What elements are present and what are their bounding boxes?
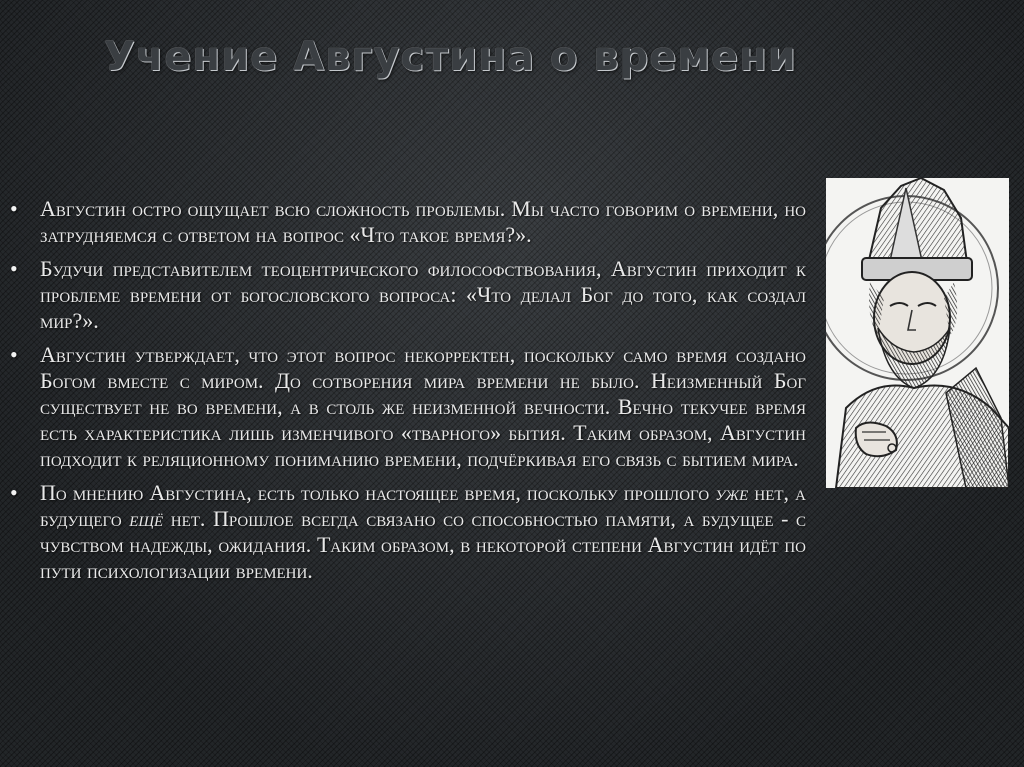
portrait-image xyxy=(826,178,1009,488)
bullet-text-2: Будучи представителем теоцентрического философствования, Августин приходит к проблеме времени от богословского вопроса: «Что делал Бог до того, как создал мир?». xyxy=(40,256,806,333)
bullet-text-4-part-1: По мнению Августина, есть только настоящее время, поскольку прошлого xyxy=(40,480,716,505)
bullet-item-3 xyxy=(6,342,806,472)
bullet-text-4-part-2: нет, а будущего xyxy=(40,480,807,531)
bullet-dot-icon: • xyxy=(10,256,18,281)
bullet-item-2 xyxy=(6,256,806,334)
saint-augustine-engraving-icon xyxy=(826,178,1009,488)
bullet-item-1 xyxy=(6,196,806,248)
bullet-list xyxy=(6,196,806,592)
bullet-dot-icon: • xyxy=(10,480,18,505)
emphasis-still: ещё xyxy=(129,506,164,531)
slide-title: Учение Августина о времени xyxy=(104,34,797,80)
bullet-dot-icon: • xyxy=(10,342,18,367)
bullet-text-4-part-3: нет. Прошлое всегда связано со способностью памяти, а будущее - с чувством надежды, ожидания. Таким образом, в некоторой степени Августин идёт по пути психологизации времени. xyxy=(40,506,806,583)
emphasis-already: уже xyxy=(715,480,749,505)
bullet-text-3: Августин утверждает, что этот вопрос некорректен, поскольку само время создано Богом вместе с миром. До сотворения мира времени не было. Неизменный Бог существует не во времени, а в столь же неизменной вечности. Вечно текучее время есть характеристика лишь изменчивого «тварного» бытия. Таким образом, Августин подходит к реляционному пониманию времени, подчёркивая его связь с бытием мира. xyxy=(40,342,806,471)
bullet-text-1: Августин остро ощущает всю сложность проблемы. Мы часто говорим о времени, но затрудняемся с ответом на вопрос «Что такое время?». xyxy=(40,196,806,247)
bullet-dot-icon: • xyxy=(10,196,18,221)
bullet-item-4 xyxy=(6,480,806,584)
